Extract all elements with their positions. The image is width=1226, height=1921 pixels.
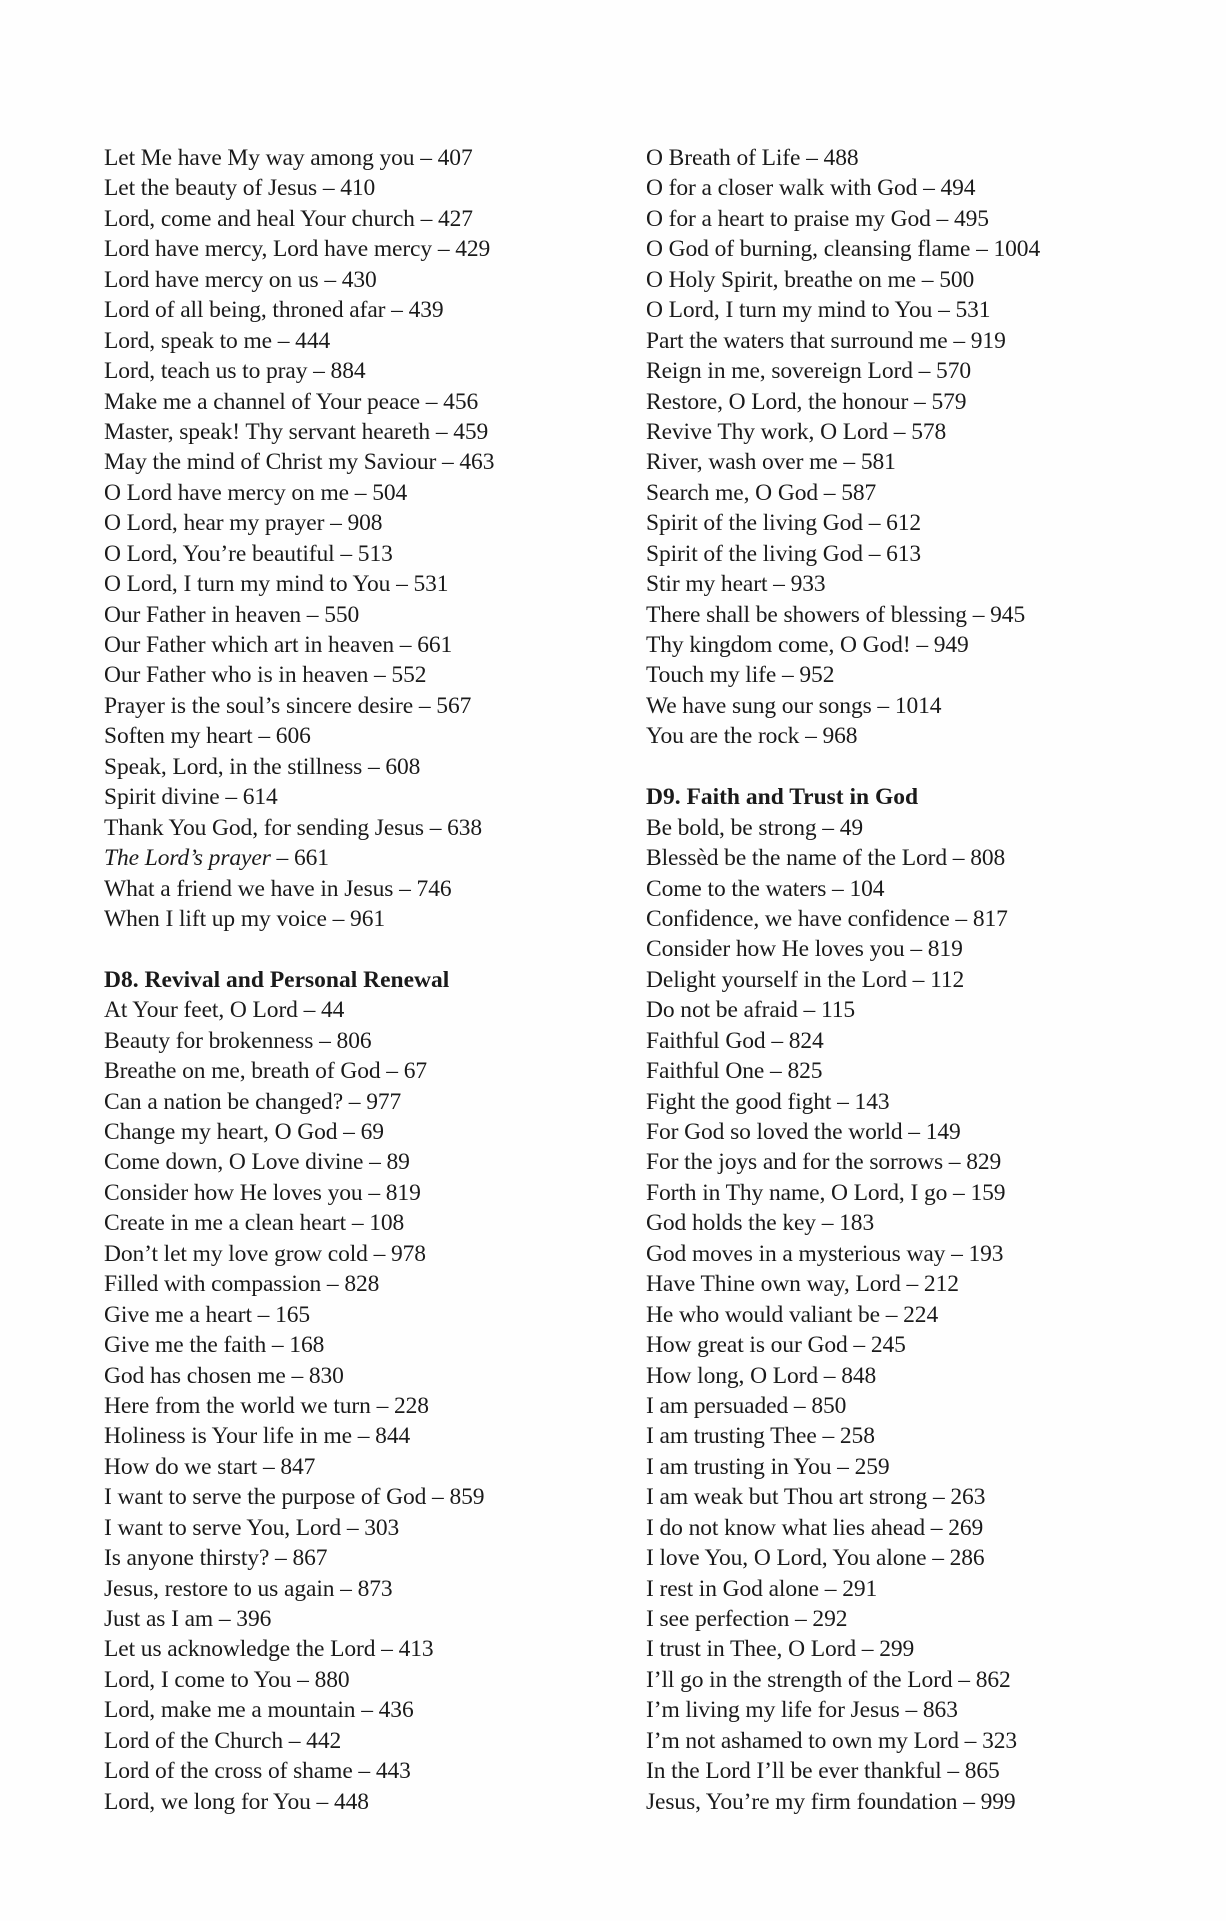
list-item: Make me a channel of Your peace – 456 bbox=[104, 388, 479, 415]
list-item: How great is our God – 245 bbox=[646, 1332, 906, 1359]
list-item: I am persuaded – 850 bbox=[646, 1392, 847, 1419]
list-item: Change my heart, O God – 69 bbox=[104, 1119, 384, 1145]
list-item: O Lord, I turn my mind to You – 531 bbox=[646, 297, 991, 324]
section-d9-list bbox=[646, 813, 1206, 1817]
list-item: Thy kingdom come, O God! – 949 bbox=[646, 632, 969, 658]
list-item: Faithful God – 824 bbox=[646, 1027, 824, 1054]
list-item: He who would valiant be – 224 bbox=[646, 1301, 939, 1328]
list-item: I am trusting in You – 259 bbox=[646, 1453, 890, 1480]
list-item: I want to serve You, Lord – 303 bbox=[104, 1514, 400, 1541]
list-item: Fight the good fight – 143 bbox=[646, 1088, 890, 1115]
list-item: Lord, teach us to pray – 884 bbox=[104, 358, 366, 385]
list-item: Lord of all being, throned afar – 439 bbox=[104, 297, 444, 324]
list-item: Breathe on me, breath of God – 67 bbox=[104, 1058, 427, 1085]
list-item: I love You, O Lord, You alone – 286 bbox=[646, 1545, 985, 1572]
list-item: Delight yourself in the Lord – 112 bbox=[646, 966, 965, 993]
list-item: I am trusting Thee – 258 bbox=[646, 1423, 875, 1450]
list-item bbox=[104, 843, 664, 873]
list-item: In the Lord I’ll be ever thankful – 865 bbox=[646, 1758, 1000, 1785]
list-item: Let Me have My way among you – 407 bbox=[104, 145, 473, 171]
list-item: How long, O Lord – 848 bbox=[646, 1362, 877, 1389]
list-item: Thank You God, for sending Jesus – 638 bbox=[104, 814, 483, 841]
list-item: Search me, O God – 587 bbox=[646, 479, 877, 506]
list-item: Revive Thy work, O Lord – 578 bbox=[646, 418, 947, 445]
list-item: O for a closer walk with God – 494 bbox=[646, 175, 976, 202]
list-item: Our Father who is in heaven – 552 bbox=[104, 662, 427, 689]
list-item: O Lord, hear my prayer – 908 bbox=[104, 510, 383, 537]
list-item: I want to serve the purpose of God – 859 bbox=[104, 1484, 485, 1511]
list-item: Jesus, restore to us again – 873 bbox=[104, 1575, 393, 1602]
list-item: O God of burning, cleansing flame – 1004 bbox=[646, 236, 1041, 263]
hymn-number: – 661 bbox=[270, 845, 329, 872]
list-item: We have sung our songs – 1014 bbox=[646, 692, 942, 719]
list-item: Lord, we long for You – 448 bbox=[104, 1788, 369, 1815]
list-item: Reign in me, sovereign Lord – 570 bbox=[646, 358, 971, 385]
left-column bbox=[104, 143, 664, 1817]
left-topic-list bbox=[104, 143, 664, 843]
italic-hymn-title: The Lord’s prayer bbox=[104, 845, 271, 872]
list-item: Lord, speak to me – 444 bbox=[104, 327, 331, 354]
list-item: When I lift up my voice – 961 bbox=[104, 905, 385, 932]
list-item: Lord, make me a mountain – 436 bbox=[104, 1697, 414, 1724]
list-item: God holds the key – 183 bbox=[646, 1210, 875, 1237]
list-item: For the joys and for the sorrows – 829 bbox=[646, 1149, 1002, 1176]
section-spacer bbox=[104, 934, 664, 964]
list-item: O Holy Spirit, breathe on me – 500 bbox=[646, 266, 975, 293]
list-item: Beauty for brokenness – 806 bbox=[104, 1027, 372, 1054]
list-item: Spirit of the living God – 612 bbox=[646, 510, 922, 537]
list-item: Lord have mercy, Lord have mercy – 429 bbox=[104, 236, 491, 263]
list-item: Here from the world we turn – 228 bbox=[104, 1392, 429, 1419]
list-item: Master, speak! Thy servant heareth – 459 bbox=[104, 418, 489, 445]
list-item: Touch my life – 952 bbox=[646, 662, 835, 689]
section-spacer bbox=[646, 752, 1206, 782]
list-item: Forth in Thy name, O Lord, I go – 159 bbox=[646, 1179, 1006, 1206]
list-item: Our Father in heaven – 550 bbox=[104, 601, 360, 628]
list-item: Holiness is Your life in me – 844 bbox=[104, 1423, 411, 1450]
list-item: Blessèd be the name of the Lord – 808 bbox=[646, 845, 1006, 872]
list-item: Create in me a clean heart – 108 bbox=[104, 1210, 405, 1237]
list-item: Lord of the cross of shame – 443 bbox=[104, 1758, 411, 1785]
list-item: Our Father which art in heaven – 661 bbox=[104, 632, 453, 658]
list-item: I rest in God alone – 291 bbox=[646, 1575, 878, 1602]
list-item: Faithful One – 825 bbox=[646, 1058, 823, 1085]
list-item: I’m not ashamed to own my Lord – 323 bbox=[646, 1727, 1018, 1754]
list-item: You are the rock – 968 bbox=[646, 723, 858, 750]
list-item: O Lord have mercy on me – 504 bbox=[104, 479, 408, 506]
list-item: Spirit divine – 614 bbox=[104, 784, 278, 811]
list-item: May the mind of Christ my Saviour – 463 bbox=[104, 449, 495, 476]
list-item: Let us acknowledge the Lord – 413 bbox=[104, 1636, 434, 1663]
left-topic-list-tail bbox=[104, 874, 664, 935]
list-item: I am weak but Thou art strong – 263 bbox=[646, 1484, 986, 1511]
list-item: Lord, come and heal Your church – 427 bbox=[104, 205, 473, 232]
list-item: I do not know what lies ahead – 269 bbox=[646, 1514, 984, 1541]
list-item: O Breath of Life – 488 bbox=[646, 145, 859, 171]
list-item: Give me the faith – 168 bbox=[104, 1332, 325, 1359]
list-item: O Lord, I turn my mind to You – 531 bbox=[104, 571, 449, 598]
right-column bbox=[646, 143, 1206, 1817]
list-item: Have Thine own way, Lord – 212 bbox=[646, 1271, 959, 1298]
list-item: Prayer is the soul’s sincere desire – 567 bbox=[104, 692, 472, 719]
list-item: At Your feet, O Lord – 44 bbox=[104, 997, 345, 1024]
list-item: I’ll go in the strength of the Lord – 862 bbox=[646, 1666, 1011, 1693]
list-item: Come to the waters – 104 bbox=[646, 875, 885, 902]
list-item: I see perfection – 292 bbox=[646, 1606, 848, 1632]
list-item: God has chosen me – 830 bbox=[104, 1362, 344, 1389]
list-item: Restore, O Lord, the honour – 579 bbox=[646, 388, 967, 415]
section-heading-d9: D9. Faith and Trust in God bbox=[646, 784, 919, 811]
section-heading-d8: D8. Revival and Personal Renewal bbox=[104, 966, 450, 993]
list-item: Don’t let my love grow cold – 978 bbox=[104, 1240, 426, 1267]
list-item: Let the beauty of Jesus – 410 bbox=[104, 175, 376, 202]
list-item: Come down, O Love divine – 89 bbox=[104, 1149, 410, 1176]
section-d8-list bbox=[104, 995, 664, 1817]
list-item: Consider how He loves you – 819 bbox=[104, 1179, 421, 1206]
list-item: Part the waters that surround me – 919 bbox=[646, 327, 1006, 354]
list-item: I trust in Thee, O Lord – 299 bbox=[646, 1636, 915, 1663]
list-item: Just as I am – 396 bbox=[104, 1606, 272, 1632]
list-item: I’m living my life for Jesus – 863 bbox=[646, 1697, 958, 1724]
list-item: Confidence, we have confidence – 817 bbox=[646, 905, 1008, 932]
list-item: Give me a heart – 165 bbox=[104, 1301, 311, 1328]
list-item: For God so loved the world – 149 bbox=[646, 1119, 961, 1145]
list-item: What a friend we have in Jesus – 746 bbox=[104, 875, 452, 902]
list-item: O Lord, You’re beautiful – 513 bbox=[104, 540, 393, 567]
list-item: How do we start – 847 bbox=[104, 1453, 316, 1480]
list-item: Consider how He loves you – 819 bbox=[646, 936, 963, 963]
list-item: Lord have mercy on us – 430 bbox=[104, 266, 377, 293]
list-item: Is anyone thirsty? – 867 bbox=[104, 1545, 328, 1572]
list-item: God moves in a mysterious way – 193 bbox=[646, 1240, 1004, 1267]
list-item: Speak, Lord, in the stillness – 608 bbox=[104, 753, 421, 780]
right-topic-list bbox=[646, 143, 1206, 752]
list-item: Be bold, be strong – 49 bbox=[646, 814, 864, 841]
list-item: Spirit of the living God – 613 bbox=[646, 540, 922, 567]
list-item: Jesus, You’re my firm foundation – 999 bbox=[646, 1788, 1016, 1815]
list-item: River, wash over me – 581 bbox=[646, 449, 896, 476]
list-item: Filled with compassion – 828 bbox=[104, 1271, 380, 1298]
list-item: Lord of the Church – 442 bbox=[104, 1727, 342, 1754]
list-item: O for a heart to praise my God – 495 bbox=[646, 205, 989, 232]
list-item: Can a nation be changed? – 977 bbox=[104, 1088, 402, 1115]
list-item: There shall be showers of blessing – 945 bbox=[646, 601, 1026, 628]
list-item: Do not be afraid – 115 bbox=[646, 997, 856, 1024]
list-item: Soften my heart – 606 bbox=[104, 723, 311, 750]
list-item: Stir my heart – 933 bbox=[646, 571, 826, 598]
list-item: Lord, I come to You – 880 bbox=[104, 1666, 350, 1693]
